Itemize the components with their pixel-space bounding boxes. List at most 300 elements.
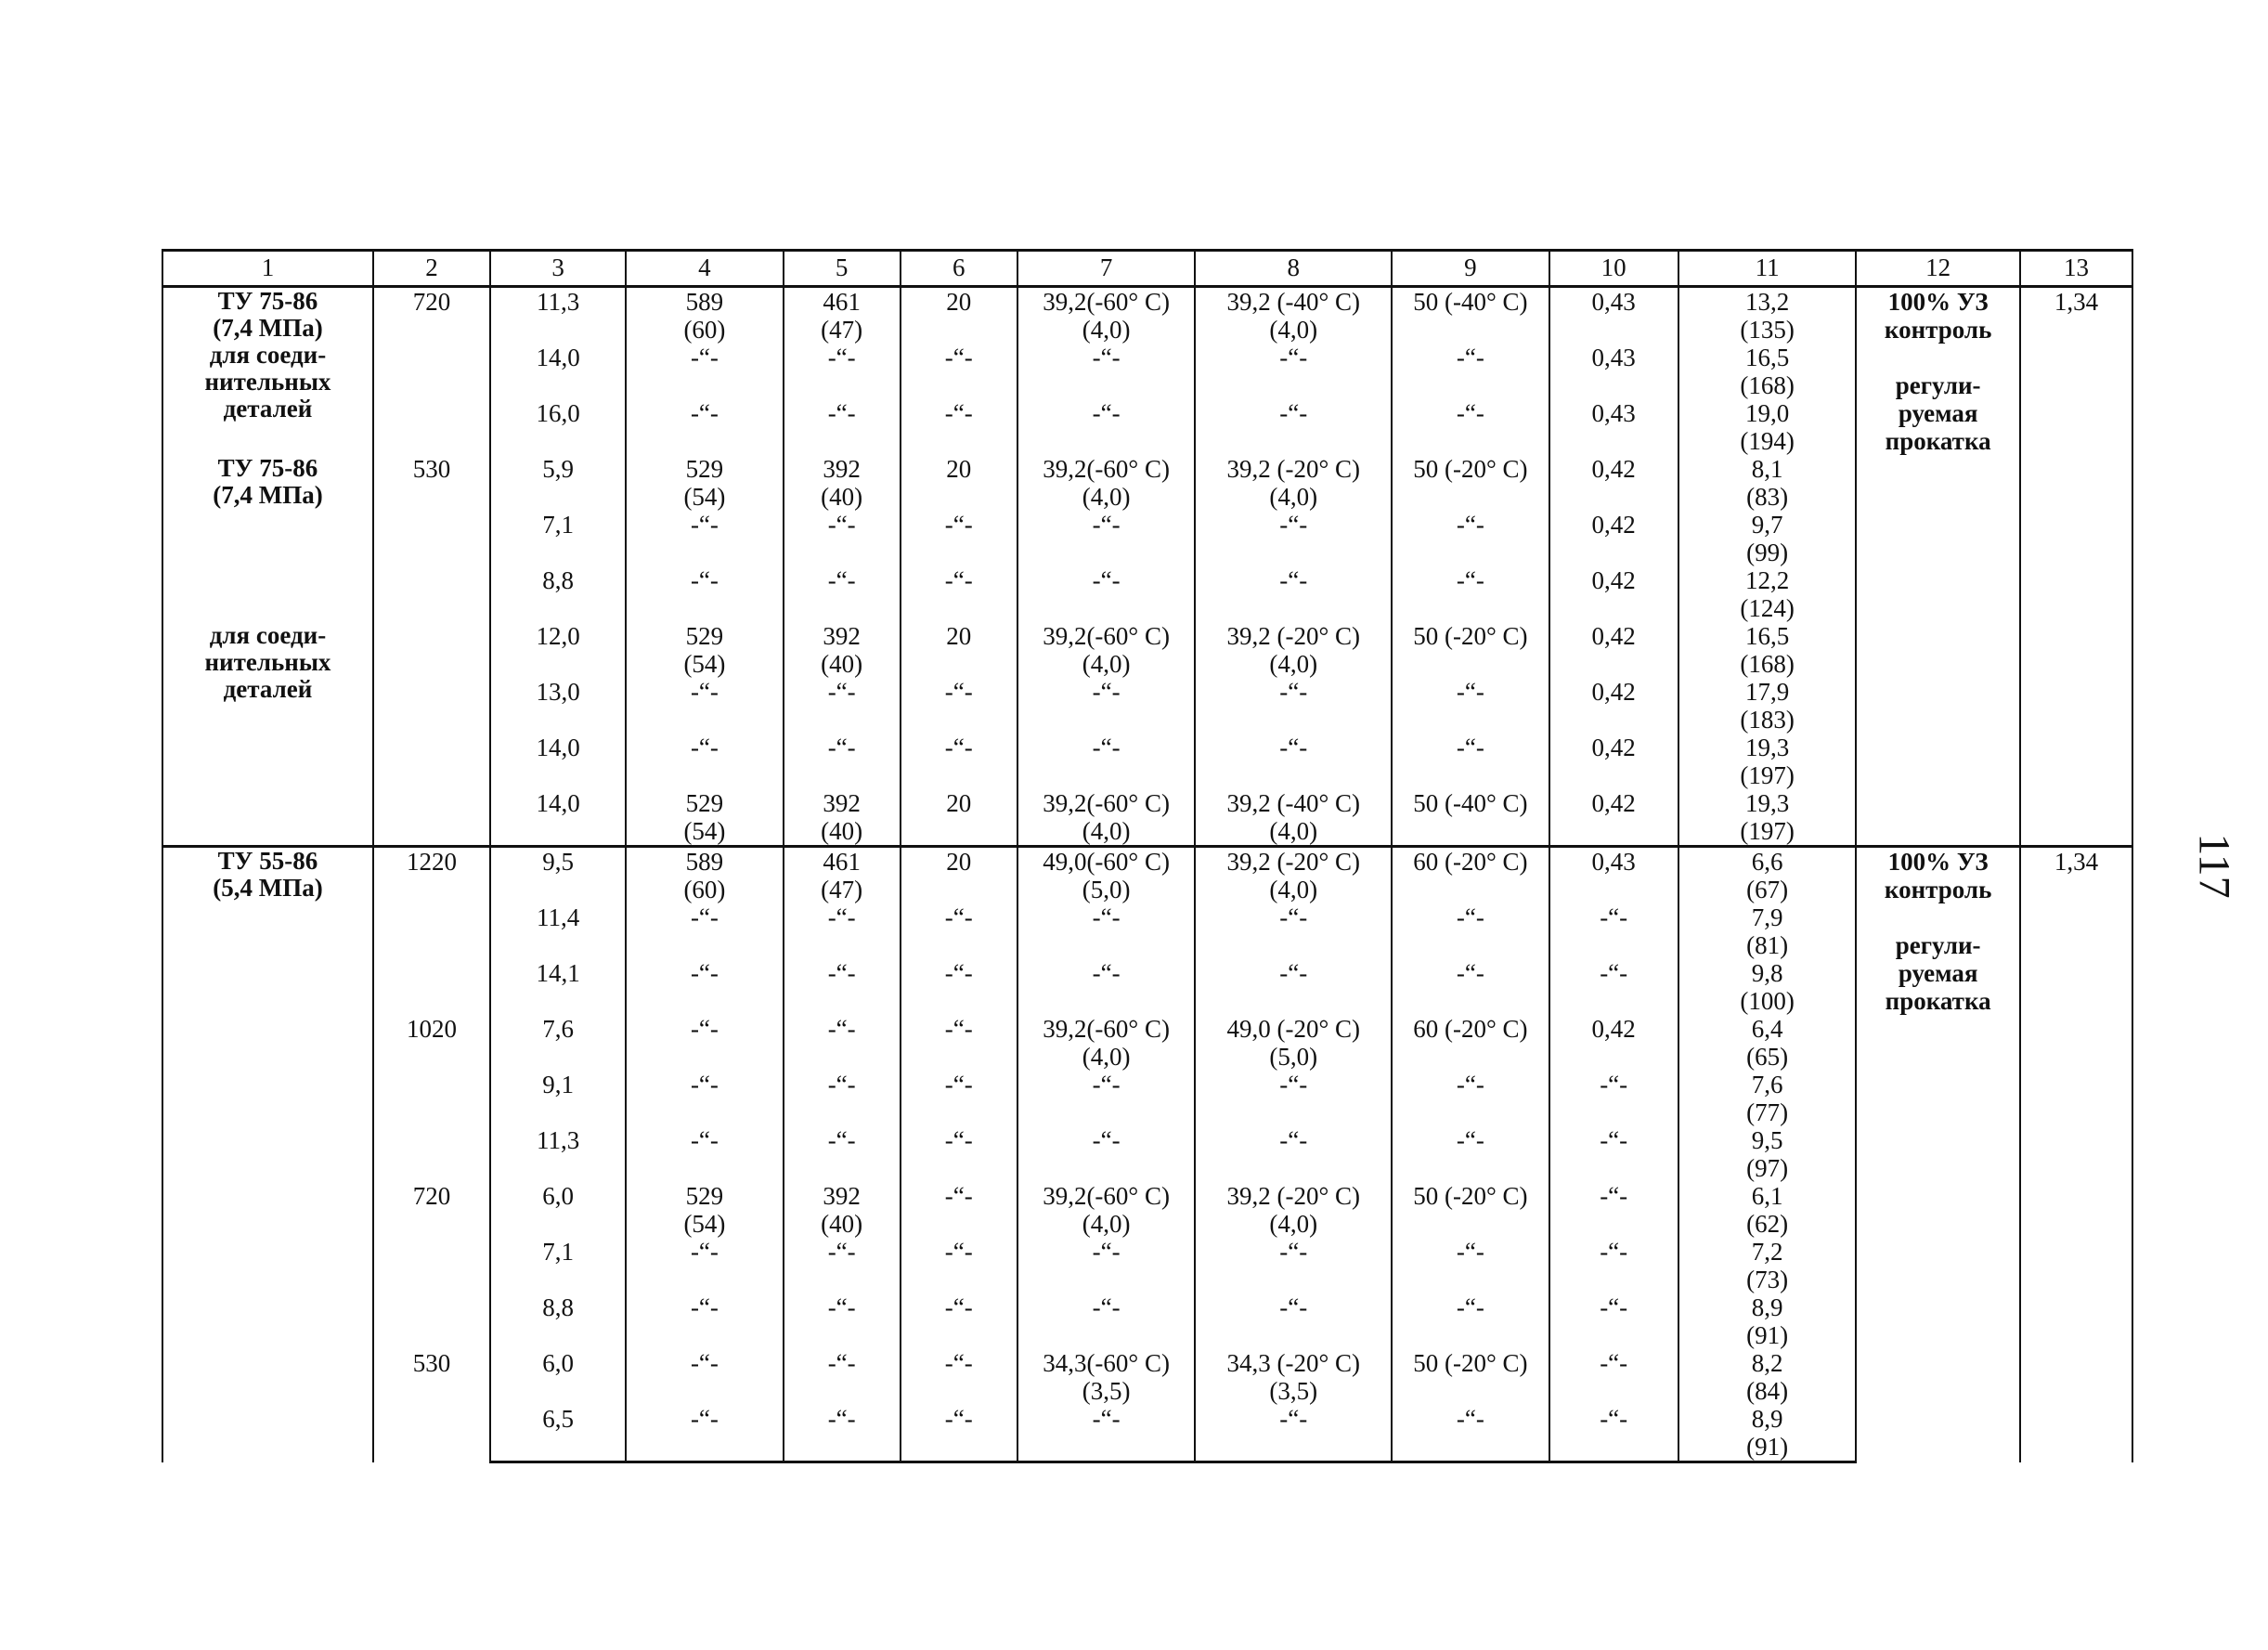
cell-line: 50 (-20° С) (1413, 455, 1528, 483)
column-header-10: 10 (1549, 251, 1678, 287)
cell-line: (3,5) (1082, 1377, 1131, 1405)
cell-line: -“- (944, 344, 973, 371)
cell-line: (83) (1746, 483, 1789, 511)
cell-line: деталей (223, 395, 313, 422)
cell-yield (784, 399, 901, 455)
cell-tensile (626, 959, 783, 1015)
cell-wall (490, 622, 626, 678)
cell-line: (183) (1740, 706, 1795, 734)
cell-impact-base (1017, 622, 1196, 678)
cell-line: -“- (944, 1405, 973, 1433)
cell-elong (901, 847, 1017, 904)
cell-yield (784, 1405, 901, 1462)
cell-yield (784, 1349, 901, 1405)
specification-table (162, 249, 2133, 1463)
cell-impact-base (1017, 847, 1196, 904)
cell-elong (901, 455, 1017, 511)
cell-line: -“- (944, 1015, 973, 1043)
cell-line: -“- (1092, 566, 1121, 594)
cell-wall (490, 678, 626, 734)
cell-line: 7,1 (542, 511, 574, 539)
cell-line: -“- (944, 959, 973, 987)
cell-impact-base (1017, 287, 1196, 344)
cell-spec (162, 847, 373, 1462)
cell-line: -“- (944, 511, 973, 539)
cell-tensile (626, 1015, 783, 1071)
cell-line: -“- (827, 734, 856, 761)
cell-line: -“- (1279, 903, 1308, 931)
cell-impact-haz (1392, 789, 1549, 847)
cell-impact-base (1017, 1405, 1196, 1462)
cell-impact-base (1017, 1071, 1196, 1126)
cell-elong (901, 622, 1017, 678)
cell-line: 14,0 (536, 734, 580, 761)
cell-line: -“- (827, 344, 856, 371)
cell-line: 39,2(-60° С) (1043, 789, 1170, 817)
cell-line: -“- (944, 399, 973, 427)
cell-ratio (1549, 1015, 1678, 1071)
cell-pressure (1678, 511, 1857, 566)
cell-yield (784, 1126, 901, 1182)
cell-line: (40) (821, 817, 863, 845)
cell-tensile (626, 903, 783, 959)
cell-wall (490, 344, 626, 399)
cell-line: -“- (1092, 344, 1121, 371)
cell-line: 16,5 (1744, 344, 1790, 371)
cell-wall (490, 847, 626, 904)
cell-line: 1020 (406, 1015, 457, 1043)
cell-line: (124) (1740, 594, 1795, 622)
cell-pressure (1678, 847, 1857, 904)
cell-line: -“- (944, 1071, 973, 1098)
cell-line: 9,5 (542, 848, 574, 876)
cell-line: 461 (823, 848, 861, 876)
cell-impact-weld (1195, 399, 1392, 455)
cell-line: для соеди- (209, 621, 327, 649)
column-number-header-row (162, 251, 2132, 287)
cell-elong (901, 734, 1017, 789)
cell-yield (784, 287, 901, 344)
cell-impact-haz (1392, 678, 1549, 734)
cell-line: 50 (-40° С) (1413, 288, 1528, 316)
cell-line: -“- (827, 1405, 856, 1433)
cell-line: 0,43 (1591, 288, 1636, 316)
cell-diameter (373, 1349, 490, 1462)
cell-line: 39,2 (-20° С) (1226, 455, 1361, 483)
cell-wall (490, 1126, 626, 1182)
cell-line: 13,0 (536, 678, 580, 706)
cell-impact-haz (1392, 622, 1549, 678)
cell-line: -“- (1092, 678, 1121, 706)
cell-line: 60 (-20° С) (1413, 1015, 1528, 1043)
cell-line: (100) (1740, 987, 1795, 1015)
cell-line: (4,0) (1269, 817, 1318, 845)
cell-pressure (1678, 789, 1857, 847)
cell-yield (784, 1182, 901, 1238)
cell-line: (54) (683, 483, 726, 511)
cell-ratio (1549, 399, 1678, 455)
cell-line: -“- (1456, 1293, 1484, 1321)
cell-line: -“- (944, 1126, 973, 1154)
cell-line: -“- (827, 511, 856, 539)
cell-pressure (1678, 1015, 1857, 1071)
cell-line: 589 (685, 848, 724, 876)
cell-yield (784, 789, 901, 847)
cell-elong (901, 287, 1017, 344)
cell-line: -“- (827, 1126, 856, 1154)
specification-table-container (162, 249, 2133, 1463)
cell-line: 20 (946, 288, 972, 316)
cell-line: -“- (690, 1405, 719, 1433)
cell-impact-weld (1195, 678, 1392, 734)
cell-tensile (626, 1293, 783, 1349)
cell-line: -“- (827, 1349, 856, 1377)
cell-impact-haz (1392, 287, 1549, 344)
cell-line: -“- (827, 678, 856, 706)
cell-impact-haz (1392, 903, 1549, 959)
cell-line: -“- (690, 511, 719, 539)
cell-line: ТУ 75-86 (217, 287, 318, 315)
cell-line: -“- (944, 1349, 973, 1377)
table-row (162, 1182, 2132, 1238)
cell-line: 392 (823, 1182, 861, 1210)
table-row (162, 847, 2132, 904)
cell-line: 0,43 (1591, 344, 1636, 371)
cell-line: 1,34 (2054, 848, 2099, 876)
cell-line: 6,5 (542, 1405, 574, 1433)
cell-impact-weld (1195, 959, 1392, 1015)
cell-impact-base (1017, 1126, 1196, 1182)
cell-impact-weld (1195, 511, 1392, 566)
cell-ratio (1549, 734, 1678, 789)
column-header-6: 6 (901, 251, 1017, 287)
cell-line: (4,0) (1269, 316, 1318, 344)
cell-line: 12,0 (536, 622, 580, 650)
cell-diameter (373, 1015, 490, 1182)
cell-line: -“- (1456, 566, 1484, 594)
cell-line: 529 (685, 622, 724, 650)
column-header-5: 5 (784, 251, 901, 287)
cell-yield (784, 678, 901, 734)
cell-line: (77) (1746, 1098, 1789, 1126)
cell-line: для соеди- (209, 341, 327, 369)
cell-wall (490, 1405, 626, 1462)
cell-yield (784, 903, 901, 959)
cell-line: 0,42 (1591, 622, 1636, 650)
cell-tensile (626, 566, 783, 622)
cell-tensile (626, 1238, 783, 1293)
cell-wall (490, 1015, 626, 1071)
cell-line: 49,0 (-20° С) (1226, 1015, 1361, 1043)
cell-elong (901, 1349, 1017, 1405)
cell-elong (901, 959, 1017, 1015)
cell-line: 39,2(-60° С) (1043, 1015, 1170, 1043)
cell-line: (4,0) (1269, 483, 1318, 511)
column-header-12: 12 (1856, 251, 2019, 287)
cell-line: -“- (1092, 734, 1121, 761)
cell-line: -“- (1279, 566, 1308, 594)
cell-line: -“- (690, 1238, 719, 1266)
cell-line: -“- (1456, 734, 1484, 761)
cell-line: (4,0) (1082, 1043, 1131, 1071)
cell-tensile (626, 678, 783, 734)
cell-diameter (373, 455, 490, 847)
cell-line: 9,8 (1751, 959, 1783, 987)
cell-line: -“- (827, 1015, 856, 1043)
cell-line: 7,6 (542, 1015, 574, 1043)
cell-line: -“- (1092, 1405, 1121, 1433)
cell-line: 0,42 (1591, 678, 1636, 706)
column-header-4: 4 (626, 251, 783, 287)
cell-line: (4,0) (1082, 817, 1131, 845)
cell-line: 7,1 (542, 1238, 574, 1266)
cell-line: 14,0 (536, 344, 580, 371)
cell-pressure (1678, 959, 1857, 1015)
cell-line: (54) (683, 817, 726, 845)
cell-line: (47) (821, 316, 863, 344)
cell-line: 1220 (406, 848, 457, 876)
cell-impact-haz (1392, 399, 1549, 455)
table-row (162, 287, 2132, 344)
cell-line: 529 (685, 1182, 724, 1210)
cell-yield (784, 344, 901, 399)
cell-line: 8,8 (542, 566, 574, 594)
cell-yield (784, 455, 901, 511)
cell-line: -“- (1279, 511, 1308, 539)
cell-line: -“- (690, 1126, 719, 1154)
cell-line: -“- (827, 1293, 856, 1321)
cell-impact-haz (1392, 1182, 1549, 1238)
cell-line: деталей (223, 675, 313, 703)
cell-line: (47) (821, 876, 863, 903)
cell-line (1860, 344, 2015, 371)
cell-elong (901, 1238, 1017, 1293)
cell-line: 392 (823, 789, 861, 817)
cell-impact-haz (1392, 847, 1549, 904)
cell-impact-haz (1392, 1015, 1549, 1071)
cell-line: -“- (1279, 344, 1308, 371)
cell-impact-weld (1195, 1182, 1392, 1238)
cell-line: 529 (685, 789, 724, 817)
column-header-9: 9 (1392, 251, 1549, 287)
cell-impact-weld (1195, 1293, 1392, 1349)
cell-ratio (1549, 511, 1678, 566)
cell-line: 530 (412, 1349, 451, 1377)
cell-wall (490, 1238, 626, 1293)
cell-elong (901, 903, 1017, 959)
cell-wall (490, 566, 626, 622)
cell-line: 9,1 (542, 1071, 574, 1098)
cell-line: (7,4 МПа) (213, 314, 323, 342)
cell-wall (490, 1293, 626, 1349)
cell-tensile (626, 511, 783, 566)
cell-line: 8,1 (1751, 455, 1783, 483)
cell-tensile (626, 1126, 783, 1182)
cell-tensile (626, 1405, 783, 1462)
cell-line: -“- (690, 566, 719, 594)
cell-line: 0,42 (1591, 511, 1636, 539)
cell-line: (7,4 МПа) (213, 481, 323, 509)
cell-line: (4,0) (1082, 316, 1131, 344)
cell-line: 19,3 (1744, 789, 1790, 817)
cell-line: -“- (1456, 1071, 1484, 1098)
cell-line: 39,2 (-40° С) (1226, 288, 1361, 316)
cell-tensile (626, 1071, 783, 1126)
cell-impact-weld (1195, 287, 1392, 344)
cell-wall (490, 903, 626, 959)
cell-line: (3,5) (1269, 1377, 1318, 1405)
cell-line: 6,0 (542, 1182, 574, 1210)
cell-line: 0,42 (1591, 734, 1636, 761)
cell-line: -“- (1456, 399, 1484, 427)
cell-line: 589 (685, 288, 724, 316)
cell-elong (901, 1182, 1017, 1238)
cell-line: 11,3 (536, 288, 580, 316)
cell-line: -“- (690, 1293, 719, 1321)
cell-line: 16,5 (1744, 622, 1790, 650)
cell-impact-haz (1392, 344, 1549, 399)
cell-line: -“- (690, 1015, 719, 1043)
cell-tensile (626, 287, 783, 344)
cell-spec (162, 622, 373, 847)
cell-line: -“- (690, 734, 719, 761)
cell-line: 8,2 (1751, 1349, 1783, 1377)
cell-line: 17,9 (1744, 678, 1790, 706)
column-header-2: 2 (373, 251, 490, 287)
cell-impact-weld (1195, 1238, 1392, 1293)
table-row (162, 455, 2132, 511)
cell-line: (99) (1746, 539, 1789, 566)
cell-line: -“- (1279, 1405, 1308, 1433)
cell-ratio (1549, 1126, 1678, 1182)
table-row (162, 1015, 2132, 1071)
cell-line: 13,2 (1744, 288, 1790, 316)
cell-pressure (1678, 344, 1857, 399)
cell-line: (60) (683, 876, 726, 903)
cell-tensile (626, 622, 783, 678)
cell-line: (84) (1746, 1377, 1789, 1405)
cell-pressure (1678, 1182, 1857, 1238)
cell-line: нительных (204, 648, 331, 676)
cell-line: 0,42 (1591, 455, 1636, 483)
cell-line: (40) (821, 483, 863, 511)
page-number: 117 (2189, 833, 2239, 899)
table-row (162, 1349, 2132, 1405)
cell-elong (901, 1015, 1017, 1071)
cell-line: -“- (690, 399, 719, 427)
cell-line: 39,2(-60° С) (1043, 622, 1170, 650)
cell-impact-weld (1195, 566, 1392, 622)
cell-line: 49,0(-60° С) (1043, 848, 1170, 876)
cell-impact-weld (1195, 734, 1392, 789)
cell-elong (901, 511, 1017, 566)
cell-pressure (1678, 622, 1857, 678)
cell-yield (784, 734, 901, 789)
cell-yield (784, 1293, 901, 1349)
cell-line: -“- (1279, 399, 1308, 427)
cell-line: -“- (1600, 1071, 1628, 1098)
cell-line: 100% УЗ (1887, 288, 1989, 316)
cell-impact-base (1017, 903, 1196, 959)
cell-line: 5,9 (542, 455, 574, 483)
cell-ratio (1549, 1405, 1678, 1462)
cell-elong (901, 789, 1017, 847)
cell-line: -“- (1456, 959, 1484, 987)
cell-line: -“- (1456, 1238, 1484, 1266)
cell-line: (194) (1740, 427, 1795, 455)
cell-line: -“- (1092, 903, 1121, 931)
cell-line: 0,42 (1591, 1015, 1636, 1043)
cell-line: -“- (1092, 399, 1121, 427)
cell-impact-weld (1195, 622, 1392, 678)
cell-pressure (1678, 287, 1857, 344)
cell-line: -“- (1092, 511, 1121, 539)
cell-wall (490, 734, 626, 789)
cell-line: (40) (821, 1210, 863, 1238)
cell-impact-haz (1392, 1238, 1549, 1293)
cell-elong (901, 344, 1017, 399)
cell-impact-weld (1195, 455, 1392, 511)
cell-line: 6,1 (1751, 1182, 1783, 1210)
cell-impact-haz (1392, 734, 1549, 789)
cell-line: 20 (946, 848, 972, 876)
cell-line: 39,2 (-20° С) (1226, 622, 1361, 650)
cell-line: (5,0) (1269, 1043, 1318, 1071)
cell-line: -“- (1600, 959, 1628, 987)
column-header-3: 3 (490, 251, 626, 287)
cell-pressure (1678, 455, 1857, 511)
cell-impact-haz (1392, 959, 1549, 1015)
cell-wall (490, 455, 626, 511)
cell-impact-base (1017, 566, 1196, 622)
cell-line: прокатка (1885, 987, 1991, 1015)
cell-line: 60 (-20° С) (1413, 848, 1528, 876)
cell-line: -“- (944, 903, 973, 931)
cell-pressure (1678, 1293, 1857, 1349)
cell-line: -“- (1600, 1126, 1628, 1154)
cell-line: -“- (1092, 1293, 1121, 1321)
cell-ratio (1549, 344, 1678, 399)
cell-pressure (1678, 1405, 1857, 1462)
cell-line: -“- (1600, 1293, 1628, 1321)
cell-ratio (1549, 455, 1678, 511)
cell-line (1860, 903, 2015, 931)
cell-line: контроль (1884, 876, 1992, 903)
cell-line: руемая (1898, 959, 1978, 987)
cell-line: регули- (1895, 371, 1981, 399)
cell-line: 7,2 (1751, 1238, 1783, 1266)
cell-yield (784, 959, 901, 1015)
cell-line: 34,3(-60° С) (1043, 1349, 1170, 1377)
cell-impact-haz (1392, 1071, 1549, 1126)
cell-impact-base (1017, 1293, 1196, 1349)
cell-line: 19,0 (1744, 399, 1790, 427)
cell-wall (490, 399, 626, 455)
cell-line: (4,0) (1269, 650, 1318, 678)
cell-line: -“- (690, 344, 719, 371)
cell-line: -“- (1600, 1182, 1628, 1210)
column-header-11: 11 (1678, 251, 1857, 287)
cell-line: 530 (412, 455, 451, 483)
cell-line: 9,7 (1751, 511, 1783, 539)
cell-line: нительных (204, 368, 331, 396)
cell-tensile (626, 847, 783, 904)
cell-line: 20 (946, 789, 972, 817)
cell-line: 20 (946, 455, 972, 483)
cell-yield (784, 1015, 901, 1071)
cell-line: 11,4 (536, 903, 580, 931)
cell-impact-weld (1195, 1405, 1392, 1462)
